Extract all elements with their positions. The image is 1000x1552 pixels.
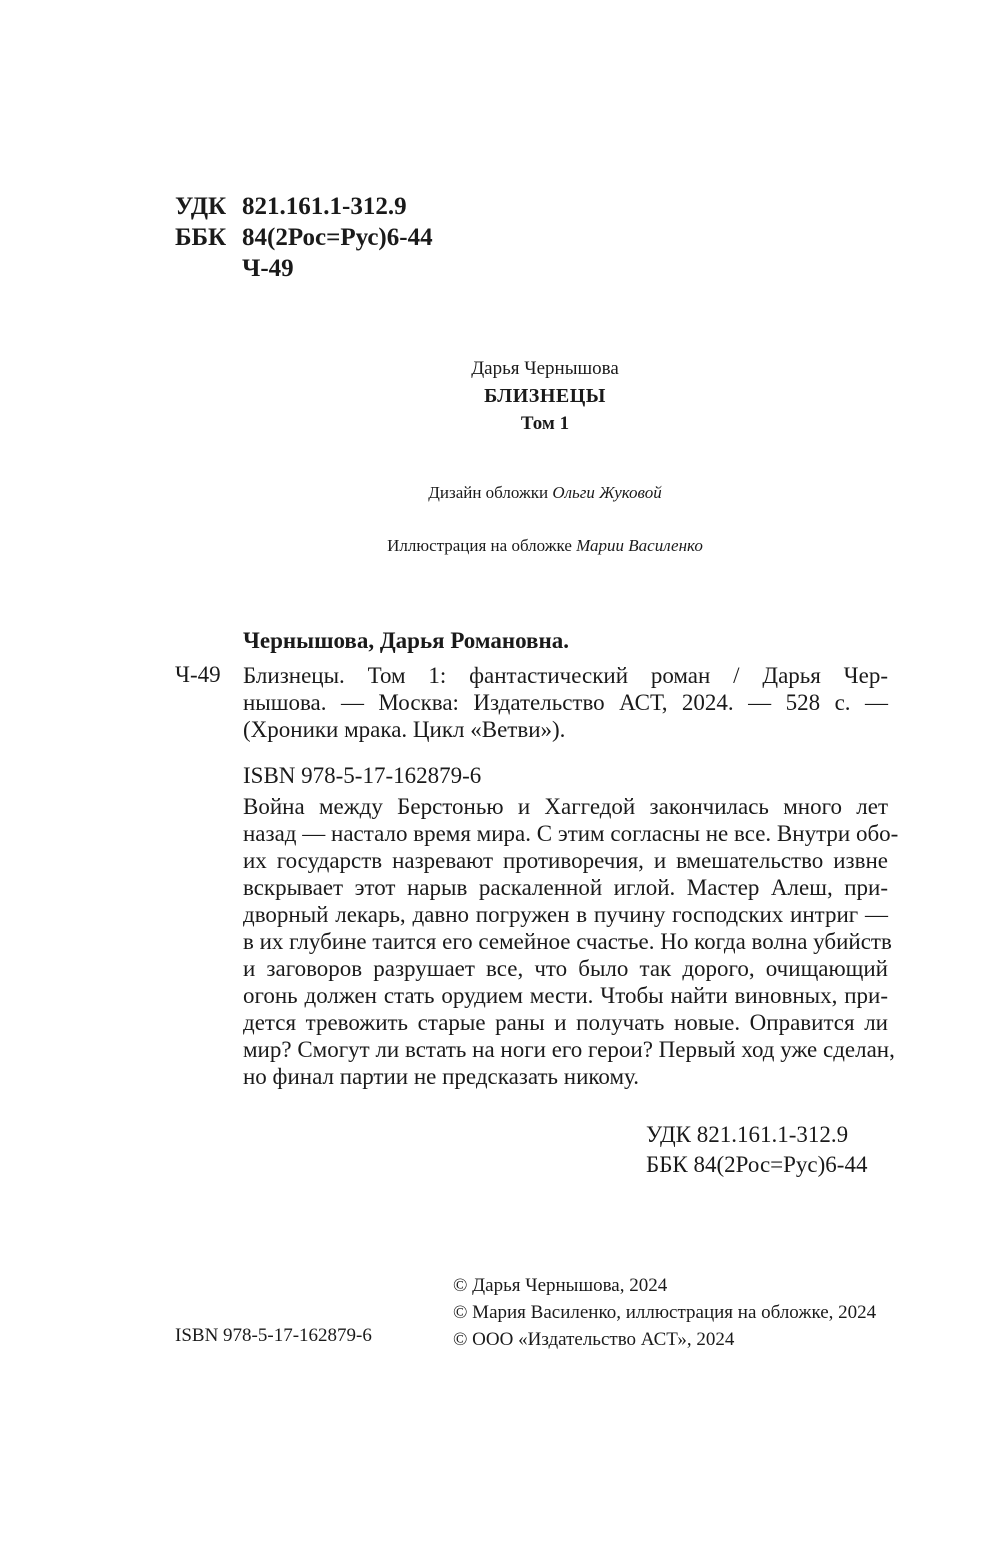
annotation-line: Война между Берстонью и Хаггедой закончилась много лет — [243, 794, 888, 819]
annotation-line: их государств назревают противоречия, и вмешательство извне — [243, 848, 888, 873]
annotation-line: но финал партии не предсказать никому. — [243, 1064, 639, 1089]
copyright-line: © Мария Василенко, иллюстрация на обложке, 2024 — [453, 1302, 877, 1323]
description-line: (Хроники мрака. Цикл «Ветви»). — [243, 717, 566, 742]
annotation-line: назад — настало время мира. С этим согласны не все. Внутри обо- — [243, 821, 899, 846]
catalog-udk: УДК 821.161.1-312.9 — [646, 1122, 849, 1147]
copyright-line: © Дарья Чернышова, 2024 — [453, 1275, 668, 1296]
book-title: БЛИЗНЕЦЫ — [484, 385, 606, 407]
illustration-name: Марии Василенко — [576, 536, 703, 555]
annotation-line: в их глубине таится его семейное счастье. Но когда волна убийств — [243, 929, 892, 954]
udk-label: УДК — [175, 193, 227, 220]
annotation — [243, 793, 899, 1090]
catalog-bbk: ББК 84(2Рос=Рус)6-44 — [646, 1152, 868, 1177]
annotation-line: мир? Смогут ли встать на ноги его герои? Первый ход уже сделан, — [243, 1037, 895, 1062]
cover-design-name: Ольги Жуковой — [552, 483, 662, 502]
annotation-line: дется тревожить старые раны и получать новые. Оправится ли — [243, 1010, 888, 1035]
footer-isbn: ISBN 978-5-17-162879-6 — [175, 1325, 372, 1346]
catalog-index — [646, 1120, 867, 1180]
copyright-block — [453, 1272, 876, 1353]
copyright-line: © ООО «Издательство АСТ», 2024 — [453, 1329, 735, 1350]
annotation-line: огонь должен стать орудием мести. Чтобы найти виновных, при- — [243, 983, 888, 1008]
cover-design-credit — [200, 483, 890, 503]
catalog-code: Ч-49 — [175, 662, 221, 687]
catalog-isbn: ISBN 978-5-17-162879-6 — [243, 763, 482, 788]
description-line: нышова. — Москва: Издательство АСТ, 2024. — 528 с. — — [243, 690, 888, 715]
author-mark: Ч-49 — [242, 255, 294, 282]
catalog-heading: Чернышова, Дарья Романовна. — [243, 628, 569, 653]
bbk-value: 84(2Рос=Рус)6-44 — [242, 224, 433, 251]
description-line: Близнецы. Том 1: фантастический роман / Дарья Чер- — [243, 663, 888, 688]
catalog-description — [243, 662, 888, 743]
annotation-line: дворный лекарь, давно погружен в пучину господских интриг — — [243, 902, 888, 927]
book-volume: Том 1 — [520, 413, 570, 434]
illustration-prefix: Иллюстрация на обложке — [387, 536, 572, 555]
udk-value: 821.161.1-312.9 — [242, 193, 407, 220]
bbk-label: ББК — [175, 224, 227, 251]
annotation-line: вскрывает этот нарыв раскаленной иглой. Мастер Алеш, при- — [243, 875, 888, 900]
cover-design-prefix: Дизайн обложки — [428, 483, 549, 502]
book-author: Дарья Чернышова — [471, 358, 619, 379]
illustration-credit — [200, 536, 890, 556]
annotation-line: и заговоров разрушает все, что было так дорого, очищающий — [243, 956, 888, 981]
